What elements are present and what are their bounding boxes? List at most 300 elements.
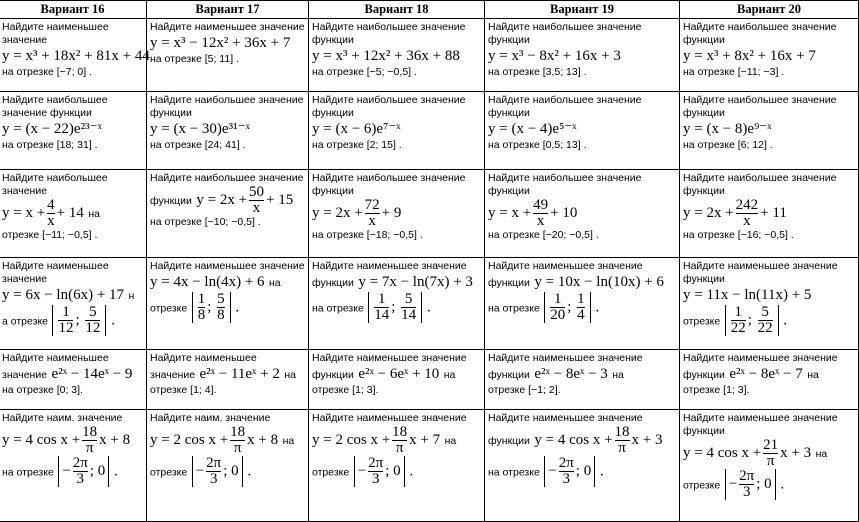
segment-line: отрезке − $\frac{2\pi}{3}$ ; 0 .: [312, 455, 414, 487]
fraction: [392, 425, 407, 456]
fraction: [230, 425, 245, 456]
fraction-numerator: 1: [734, 304, 742, 320]
fraction: [249, 185, 264, 216]
function-formula: [312, 120, 401, 139]
task-cell: [485, 410, 680, 522]
function-formula: [312, 198, 401, 229]
segment-bracket: − $\frac{2\pi}{3}$ ; 0: [192, 456, 243, 487]
tail-text: на: [88, 207, 100, 220]
formula-line: [488, 198, 676, 229]
tail-text: н: [128, 290, 135, 302]
segment-text: отрезке [1; 4].: [150, 384, 217, 396]
formula-text: y = (x − 4)e⁵⁻ˣ: [488, 121, 577, 137]
formula-text: y = (x − 22)e²³⁻ˣ: [2, 121, 102, 137]
formula-line: [2, 286, 143, 305]
task-cell: [0, 258, 147, 350]
fraction: [82, 425, 97, 456]
formula-text: y = (x − 8)e⁹⁻ˣ: [683, 121, 772, 137]
function-formula: [2, 425, 130, 456]
fraction: [374, 292, 389, 323]
task-cell: [147, 350, 309, 410]
lead-text: значение: [150, 369, 196, 381]
fraction-numerator: 4: [47, 197, 55, 213]
segment-bracket: $\frac{1}{8}$ ; $\frac{5}{8}$: [192, 292, 231, 323]
formula-line: [312, 198, 481, 229]
task-text: Найдите наименьшее значение: [312, 260, 467, 272]
formula-suffix: + 15: [266, 191, 294, 208]
lead-text: функции: [488, 277, 530, 289]
fraction: [206, 456, 221, 487]
task-row: [0, 258, 859, 350]
function-formula: [534, 273, 664, 292]
task-cell: [309, 258, 485, 350]
fraction-numerator: 21: [763, 437, 779, 453]
fraction-denominator: 14: [401, 307, 417, 323]
task-cell: [680, 410, 859, 522]
task-text: Найдите наименьшее значение: [2, 21, 109, 46]
task-text: Найдите наименьшее значение: [488, 412, 643, 424]
fraction: [763, 438, 778, 469]
segment-bracket: − $\frac{2\pi}{3}$ ; 0: [725, 469, 776, 500]
fraction: [559, 456, 574, 487]
lead-text: функции: [312, 277, 354, 289]
task-cell: [485, 170, 680, 258]
formula-suffix: + 9: [381, 204, 402, 221]
task-text: Найдите наибольшее значение функции: [312, 94, 466, 119]
segment-bracket: $\frac{1}{22}$ ; $\frac{5}{22}$: [725, 305, 779, 336]
fraction-numerator: 2π: [558, 455, 574, 471]
function-formula: [488, 198, 577, 229]
task-text: Найдите наибольшее значение функции: [488, 172, 642, 197]
fraction: [47, 198, 55, 229]
formula-suffix: + 10: [550, 204, 578, 221]
segment-text: отрезке [1; 3].: [312, 384, 379, 396]
task-cell: [485, 92, 680, 170]
task-text: Найдите наименьшее значение: [312, 412, 467, 424]
header-variant-20: Вариант 20: [680, 1, 859, 19]
segment-text: на отрезке [−11; −3] .: [683, 66, 785, 78]
formula-line: [683, 198, 855, 229]
task-text: Найдите наибольшее значение функции: [312, 21, 466, 46]
fraction-denominator: 22: [730, 320, 746, 336]
fraction-numerator: 5: [761, 304, 769, 320]
formula-line: [150, 425, 305, 456]
fraction-numerator: 72: [364, 197, 380, 213]
task-row: [0, 410, 859, 522]
task-cell: [309, 350, 485, 410]
formula-prefix: y = 4 cos x +: [2, 431, 81, 448]
formula-line: [488, 425, 676, 456]
tail-text: на: [815, 447, 828, 460]
segment-text: на отрезке [−16; −0,5] .: [683, 229, 794, 241]
segment-text: на отрезке [3,5; 13] .: [488, 66, 587, 78]
fraction-denominator: π: [392, 440, 407, 456]
fraction-numerator: 2π: [72, 455, 88, 471]
function-formula: [683, 120, 772, 139]
formula-prefix: y = 4 cos x +: [534, 431, 613, 448]
formula-text: y = x³ − 12x² + 36x + 7: [150, 35, 291, 51]
function-formula: [488, 47, 621, 66]
fraction-denominator: 3: [559, 471, 574, 487]
header-variant-18: Вариант 18: [309, 1, 485, 19]
function-formula: [729, 365, 802, 384]
formula-prefix: y = 2x +: [196, 191, 248, 208]
function-formula: [312, 425, 440, 456]
fraction-numerator: 49: [533, 197, 549, 213]
fraction: [739, 469, 754, 500]
formula-prefix: y = x +: [2, 204, 46, 221]
segment-line: отрезке − $\frac{2\pi}{3}$ ; 0 .: [683, 468, 785, 500]
task-cell: [680, 350, 859, 410]
task-text: Найдите наибольшее значение: [150, 172, 304, 184]
segment-text: на отрезке [2; 15] .: [312, 139, 402, 151]
formula-line: [2, 425, 143, 456]
formula-line: [683, 365, 855, 384]
function-formula: [312, 47, 460, 66]
segment-line: отрезке $\frac{1}{8}$ ; $\frac{5}{8}$ .: [150, 291, 240, 323]
task-cell: [309, 19, 485, 92]
fraction-numerator: 1: [378, 291, 386, 307]
task-cell: [309, 170, 485, 258]
function-formula: [358, 365, 439, 384]
fraction-numerator: 1: [62, 304, 70, 320]
header-variant-17: Вариант 17: [147, 1, 309, 19]
task-text: Найдите наибольшее значение функции: [488, 21, 642, 46]
tail-text: на: [807, 369, 819, 381]
lead-text: значение: [2, 369, 48, 381]
formula-suffix: x + 8: [99, 431, 131, 448]
formula-text: y = 7x − ln(7x) + 3: [358, 274, 473, 290]
task-cell: [309, 92, 485, 170]
fraction-numerator: 2π: [206, 455, 222, 471]
segment-line: на отрезке − $\frac{2\pi}{3}$ ; 0 .: [2, 455, 119, 487]
fraction-numerator: 18: [392, 424, 408, 440]
fraction-denominator: π: [763, 453, 778, 469]
formula-line: [150, 185, 305, 216]
segment-text: отрезке [−1; 2].: [488, 384, 561, 396]
formula-line: [2, 47, 150, 66]
task-row: [0, 19, 859, 92]
header-variant-16: Вариант 16: [0, 1, 147, 19]
formula-text: e²ˣ − 8eˣ − 7: [729, 366, 803, 382]
fraction-denominator: 14: [374, 307, 390, 323]
task-cell: [485, 19, 680, 92]
segment-text: на отрезке [24; 41] .: [150, 139, 246, 151]
formula-line: [683, 438, 855, 469]
formula-suffix: x + 3: [780, 444, 812, 461]
formula-line: [150, 273, 305, 292]
formula-text: e²ˣ − 8eˣ − 3: [534, 366, 608, 382]
segment-label: отрезке: [683, 479, 721, 492]
fraction: [365, 198, 380, 229]
formula-line: [2, 120, 143, 139]
fraction: [758, 305, 773, 336]
task-cell: [0, 170, 147, 258]
segment-line: на отрезке − $\frac{2\pi}{3}$ ; 0 .: [488, 455, 605, 487]
task-cell: [680, 258, 859, 350]
tail-text: на: [612, 369, 624, 381]
fraction-denominator: 3: [739, 484, 754, 500]
fraction: [615, 425, 630, 456]
task-text: Найдите наименьшее значение: [150, 21, 305, 33]
task-cell: [147, 19, 309, 92]
fraction-denominator: π: [230, 440, 245, 456]
task-text: Найдите наименьшее: [150, 352, 257, 364]
formula-text: e²ˣ − 6eˣ + 10: [358, 366, 440, 382]
task-text: Найдите наибольшее значение функции: [312, 172, 466, 197]
formula-line: [312, 365, 481, 384]
formula-prefix: y = 2 cos x +: [312, 431, 391, 448]
task-cell: [485, 258, 680, 350]
fraction-numerator: 5: [217, 291, 225, 307]
segment-text: отрезке [1; 3].: [683, 384, 750, 396]
segment-line: отрезке $\frac{1}{22}$ ; $\frac{5}{22}$ .: [683, 304, 788, 336]
segment-label: а отрезке: [2, 315, 48, 328]
fraction-numerator: 18: [614, 424, 630, 440]
segment-bracket: − $\frac{2\pi}{3}$ ; 0: [354, 456, 405, 487]
task-text: Найдите наименьшее значение: [488, 260, 643, 272]
fraction-denominator: 4: [577, 307, 585, 323]
function-formula: [2, 47, 150, 66]
segment-label: отрезке: [312, 466, 350, 479]
task-text: Найдите наим. значение: [2, 412, 123, 424]
function-formula: [358, 273, 473, 292]
fraction-denominator: x: [365, 213, 380, 229]
fraction-numerator: 2π: [739, 468, 755, 484]
function-formula: [2, 198, 84, 229]
segment-bracket: − $\frac{2\pi}{3}$ ; 0: [58, 456, 109, 487]
formula-line: [312, 120, 481, 139]
fraction: [73, 456, 88, 487]
fraction-numerator: 18: [230, 424, 246, 440]
formula-line: [683, 120, 855, 139]
segment-text: на отрезке [−20; −0,5] .: [488, 229, 599, 241]
fraction-denominator: π: [82, 440, 97, 456]
segment-text: на отрезке [5; 11] .: [150, 53, 239, 65]
fraction-denominator: 8: [217, 307, 225, 323]
tail-text: на: [284, 369, 296, 381]
task-text: Найдите наим. значение: [150, 412, 271, 424]
function-formula: [52, 365, 133, 384]
formula-suffix: + 11: [760, 204, 787, 221]
segment-label: на отрезке: [2, 466, 54, 479]
lead-text: функции: [150, 194, 192, 207]
tail-text: на: [269, 277, 281, 289]
segment-text: на отрезке [0,5; 13] .: [488, 139, 587, 151]
task-cell: [680, 92, 859, 170]
fraction-denominator: 8: [197, 307, 206, 323]
fraction: [736, 198, 759, 229]
segment-label: на отрезке: [488, 466, 540, 479]
formula-line: [150, 120, 305, 139]
function-formula: [2, 120, 102, 139]
formula-line: [488, 47, 676, 66]
segment-text: на отрезке [−10; −0,5] .: [150, 216, 261, 228]
fraction: [368, 456, 383, 487]
lead-text: функции: [488, 369, 530, 381]
formula-text: y = x³ + 12x² + 36x + 88: [312, 48, 460, 64]
function-formula: [150, 34, 290, 53]
segment-label: на отрезке: [312, 302, 364, 315]
segment-text: на отрезке [6; 12] .: [683, 139, 773, 151]
formula-line: [312, 47, 481, 66]
task-text: Найдите наименьшее: [2, 352, 109, 364]
function-formula: [196, 185, 293, 216]
segment-label: на отрезке: [488, 302, 540, 315]
segment-line: а отрезке $\frac{1}{12}$ ; $\frac{5}{12}$ .: [2, 304, 116, 336]
segment-label: отрезке: [150, 466, 188, 479]
fraction: [85, 305, 100, 336]
fraction-numerator: 5: [89, 304, 97, 320]
formula-text: y = (x − 30)e³¹⁻ˣ: [150, 121, 250, 137]
formula-text: y = x³ − 8x² + 16x + 3: [488, 48, 621, 64]
segment-bracket: $\frac{1}{14}$ ; $\frac{5}{14}$: [368, 292, 422, 323]
task-text: Найдите наибольшее значение функции: [683, 21, 837, 46]
task-text: Найдите наибольшее значение функции: [2, 94, 108, 119]
function-formula: [150, 425, 278, 456]
formula-line: [488, 365, 676, 384]
formula-line: [2, 365, 143, 384]
formula-line: [150, 34, 305, 53]
tail-text: на: [444, 434, 457, 447]
task-cell: [147, 410, 309, 522]
formula-prefix: y = 2x +: [683, 204, 734, 221]
fraction: [731, 305, 746, 336]
segment-line: на отрезке $\frac{1}{20}$ ; $\frac{1}{4}$ .: [488, 291, 600, 323]
task-text: Найдите наименьшее значение: [683, 352, 838, 364]
task-text: Найдите наименьшее значение: [150, 260, 305, 272]
task-row: [0, 92, 859, 170]
fraction-numerator: 50: [249, 184, 265, 200]
task-text: Найдите наименьшее значение функции: [683, 260, 838, 285]
formula-prefix: y = 2 cos x +: [150, 431, 229, 448]
fraction: [550, 292, 565, 323]
function-formula: [488, 120, 577, 139]
task-cell: [0, 19, 150, 92]
lead-text: функции: [312, 369, 354, 381]
fraction-numerator: 242: [735, 197, 759, 213]
fraction-denominator: x: [47, 213, 55, 229]
fraction-denominator: 12: [85, 320, 101, 336]
tail-text: на: [443, 369, 456, 381]
task-cell: [680, 170, 859, 258]
task-cell: [147, 92, 309, 170]
fraction: [401, 292, 416, 323]
formula-text: y = 11x − ln(11x) + 5: [683, 287, 812, 303]
formula-text: y = x³ + 8x² + 16x + 7: [683, 48, 816, 64]
function-formula: [200, 365, 280, 384]
fraction-denominator: x: [249, 200, 264, 216]
segment-text: на отрезке [−5; −0,5] .: [312, 66, 417, 78]
task-cell: [147, 170, 309, 258]
lead-text: функции: [683, 369, 725, 381]
segment-label: отрезке: [683, 315, 721, 328]
segment-text: на отрезке [−7; 0] .: [2, 66, 93, 78]
formula-text: y = 4x − ln(4x) + 6: [150, 274, 265, 290]
fraction-denominator: 12: [58, 320, 74, 336]
formula-line: [312, 273, 481, 292]
function-formula: [683, 438, 811, 469]
task-row: [0, 350, 859, 410]
fraction: [533, 198, 548, 229]
fraction-numerator: 18: [82, 424, 98, 440]
formula-suffix: x + 8: [247, 431, 279, 448]
segment-text: отрезке [−11; −0,5] .: [2, 229, 98, 241]
formula-text: e²ˣ − 11eˣ + 2: [199, 366, 280, 382]
task-text: Найдите наименьшее значение: [2, 260, 109, 285]
fraction: [58, 305, 73, 336]
fraction-denominator: 3: [73, 471, 88, 487]
fraction-denominator: x: [736, 213, 759, 229]
formula-prefix: y = x +: [488, 204, 532, 221]
task-text: Найдите наименьшее значение: [488, 352, 643, 364]
fraction-denominator: 22: [757, 320, 773, 336]
task-text: Найдите наименьшее значение: [312, 352, 467, 364]
task-cell: [0, 350, 147, 410]
formula-line: [683, 286, 855, 305]
function-formula: [683, 198, 787, 229]
formula-text: y = x³ + 18x² + 81x + 44: [2, 48, 150, 64]
segment-line: отрезке − $\frac{2\pi}{3}$ ; 0 .: [150, 455, 252, 487]
formula-suffix: x + 3: [631, 431, 663, 448]
formula-text: y = 6x − ln(6x) + 17: [2, 287, 125, 303]
lead-text: функции: [488, 434, 530, 447]
task-cell: [0, 410, 147, 522]
function-formula: [683, 286, 811, 305]
segment-text: на отрезке [0; 3].: [2, 384, 83, 396]
task-text: Найдите наименьшее значение функции: [683, 412, 838, 437]
task-text: Найдите наибольшее значение функции: [683, 172, 837, 197]
formula-suffix: x + 7: [409, 431, 441, 448]
fraction: [217, 292, 225, 323]
function-formula: [683, 47, 816, 66]
task-text: Найдите наибольшее значение: [2, 172, 108, 197]
formula-line: [488, 120, 676, 139]
fraction-numerator: 1: [554, 291, 562, 307]
function-formula: [534, 365, 607, 384]
segment-bracket: $\frac{1}{20}$ ; $\frac{1}{4}$: [544, 292, 590, 323]
segment-text: на отрезке [−18; −0,5] .: [312, 229, 423, 241]
task-text: Найдите наибольшее значение функции: [683, 94, 837, 119]
task-cell: [0, 92, 147, 170]
function-formula: [150, 120, 250, 139]
formula-text: y = (x − 6)e⁷⁻ˣ: [312, 121, 401, 137]
segment-bracket: $\frac{1}{12}$ ; $\frac{5}{12}$: [52, 305, 106, 336]
fraction-denominator: x: [533, 213, 548, 229]
segment-text: на отрезке [18; 31] .: [2, 139, 98, 151]
tail-text: на: [282, 434, 295, 447]
fraction-denominator: 3: [206, 471, 221, 487]
task-cell: [680, 19, 859, 92]
formula-suffix: + 14: [56, 204, 84, 221]
segment-label: отрезке: [150, 302, 188, 315]
task-text: Найдите наибольшее значение функции: [488, 94, 642, 119]
formula-prefix: y = 4 cos x +: [683, 444, 762, 461]
formula-text: e²ˣ − 14eˣ − 9: [51, 366, 133, 382]
function-formula: [150, 273, 265, 292]
function-formula: [534, 425, 662, 456]
segment-line: на отрезке $\frac{1}{14}$ ; $\frac{5}{14}$ .: [312, 291, 432, 323]
fraction-numerator: 5: [404, 291, 413, 307]
task-cell: [309, 410, 485, 522]
fraction-numerator: 2π: [368, 455, 384, 471]
task-row: [0, 170, 859, 258]
formula-prefix: y = 2x +: [312, 204, 363, 221]
header-variant-19: Вариант 19: [485, 1, 680, 19]
formula-line: [488, 273, 676, 292]
fraction-denominator: π: [615, 440, 630, 456]
task-text: Найдите наибольшее значение функции: [150, 94, 304, 119]
